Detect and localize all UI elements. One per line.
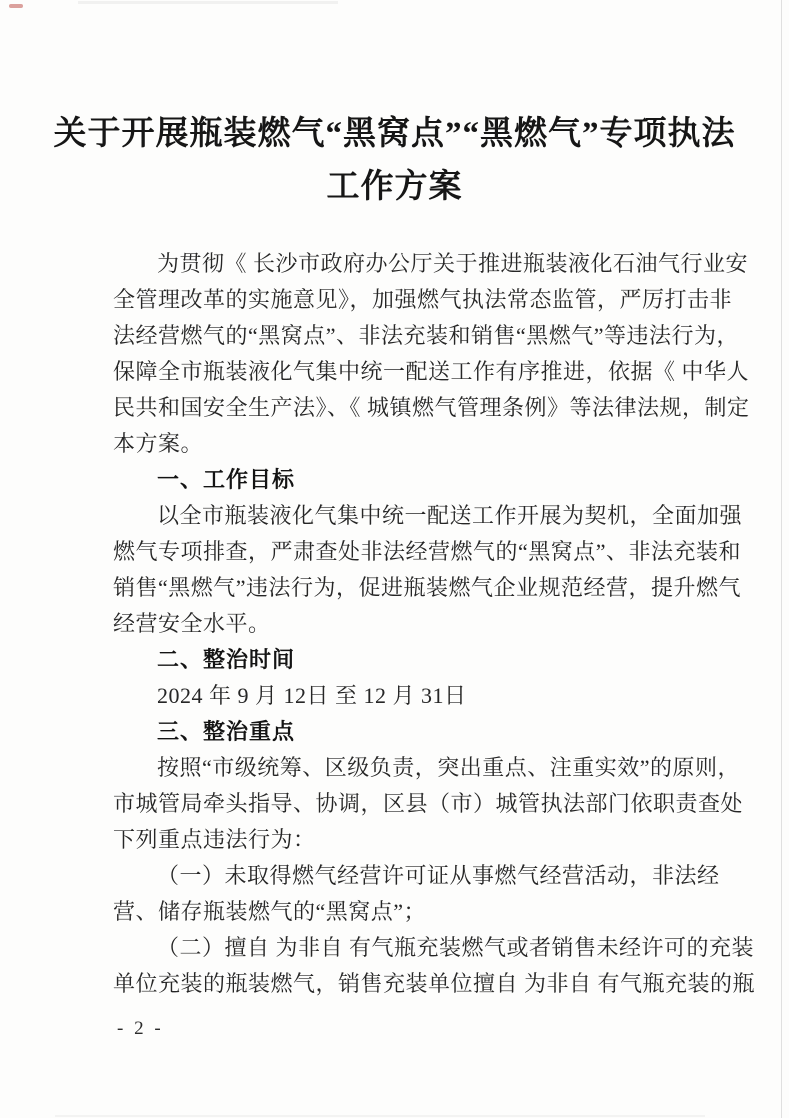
list-item-two: （二）擅自 为非自 有气瓶充装燃气或者销售未经许可的充装 xyxy=(157,935,755,960)
date-range-line: 2024 年 9 月 12日 至 12 月 31日 xyxy=(157,683,467,708)
text-line: 保障全市瓶装液化气集中统一配送工作有序推进，依据《 中华人 xyxy=(113,359,750,384)
text-line: 单位充装的瓶装燃气，销售充装单位擅自 为非自 有气瓶充装的瓶 xyxy=(113,971,756,996)
text-line: 本方案。 xyxy=(113,431,204,456)
text-line: 全管理改革的实施意见》，加强燃气执法常态监管，严厉打击非 xyxy=(113,287,733,312)
text-line: 下列重点违法行为： xyxy=(113,827,316,852)
section-heading-rectification-focus: 三、整治重点 xyxy=(157,719,296,744)
document-title xyxy=(0,108,789,214)
text-line: 营、储存瓶装燃气的“黑窝点”； xyxy=(113,899,427,924)
section-heading-rectification-time: 二、整治时间 xyxy=(157,647,296,672)
text-line: 法经营燃气的“黑窝点”、非法充装和销售“黑燃气”等违法行为， xyxy=(113,323,740,348)
page-number: - 2 - xyxy=(117,1018,164,1039)
text-line: 燃气专项排查，严肃查处非法经营燃气的“黑窝点”、非法充装和 xyxy=(113,539,742,564)
scan-artifact-top-smudge xyxy=(78,1,338,4)
title-line-1: 关于开展瓶装燃气“黑窝点”“黑燃气”专项执法 xyxy=(53,116,736,152)
list-item-one: （一）未取得燃气经营许可证从事燃气经营活动，非法经 xyxy=(157,863,720,888)
text-line: 为贯彻《 长沙市政府办公厅关于推进瓶装液化石油气行业安 xyxy=(157,251,749,276)
text-line: 按照“市级统筹、区级负责，突出重点、注重实效”的原则， xyxy=(157,755,741,780)
document-body xyxy=(113,246,756,1002)
text-line: 民共和国安全生产法》、《 城镇燃气管理条例》等法律法规，制定 xyxy=(113,395,750,420)
scan-artifact-red-mark xyxy=(9,4,23,8)
section-heading-work-goals: 一、工作目标 xyxy=(157,467,296,492)
text-line: 经营安全水平。 xyxy=(113,611,271,636)
text-line: 销售“黑燃气”违法行为，促进瓶装燃气企业规范经营，提升燃气 xyxy=(113,575,742,600)
title-line-2: 工作方案 xyxy=(326,169,463,205)
text-line: 市城管局牵头指导、协调，区县（市）城管执法部门依职责查处 xyxy=(113,791,744,816)
text-line: 以全市瓶装液化气集中统一配送工作开展为契机，全面加强 xyxy=(157,503,743,528)
page-bottom-shadow xyxy=(55,1115,705,1117)
